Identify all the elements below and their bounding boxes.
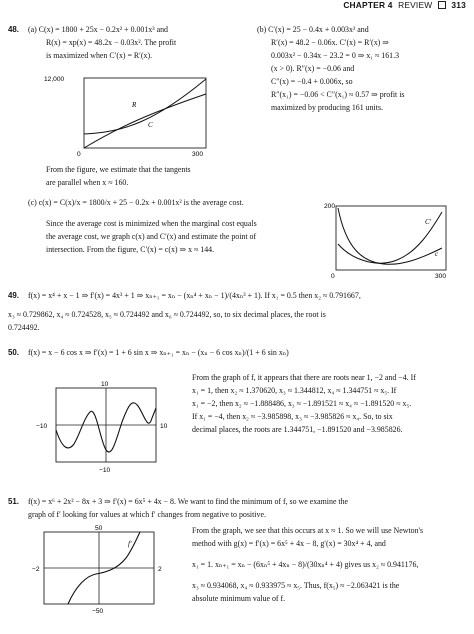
graph-x-left-label: −10	[36, 423, 48, 430]
p48-figure-line1: From the figure, we estimate that the tangents	[46, 165, 191, 174]
p51-line1: f(x) = x⁶ + 2x² − 8x + 3 ⇒ f′(x) = 6x⁵ + 4x − 8. We want to find the minimum of f, so we examine the	[28, 497, 349, 506]
p48-b-line1: (b) C′(x) = 25 − 0.4x + 0.003x² and	[257, 25, 369, 34]
p48-b-line2: R′(x) = 48.2 − 0.06x. C′(x) = R′(x) ⇒	[271, 38, 389, 47]
p49-line2: x₃ ≈ 0.729862, x₄ ≈ 0.724528, x₅ ≈ 0.724492 and x₆ ≈ 0.724492, so, to six decimal places, the root is	[8, 310, 326, 319]
p50-right-line4: If x₁ = −4, then x₂ ≈ −3.985898, x₃ ≈ −3.985826 ≈ x₄. So, to six	[192, 412, 393, 421]
p48-c-line4: intersection. From the figure, C′(x) = c(x) ⇒ x ≈ 144.	[46, 245, 215, 254]
cost-curve	[84, 79, 206, 134]
graph-x-origin-label: 0	[77, 151, 81, 156]
p51-right-line1: From the graph, we see that this occurs at x ≈ 1. So we will use Newton's	[192, 526, 424, 535]
graph-x-right-label: 10	[160, 423, 168, 430]
chapter-label: CHAPTER 4	[343, 0, 393, 10]
p48-b-line7: maximized by producing 161 units.	[271, 103, 383, 112]
page-number: 313	[451, 0, 466, 10]
label-c-prime: C′	[425, 218, 432, 226]
graph-y-max-label: 200	[324, 203, 336, 210]
p51-line2: graph of f′ looking for values at which f′ changes from negative to positive.	[28, 510, 266, 519]
graph-y-bottom-label: −10	[99, 467, 111, 474]
graph-x-left-label: −2	[32, 566, 40, 573]
p48-b-line5: C″(x) = −0.4 + 0.006x, so	[271, 77, 353, 86]
box-icon	[438, 1, 446, 9]
graph-y-top-label: 50	[95, 525, 103, 532]
p51-right-line5: absolute minimum value of f.	[192, 594, 286, 603]
page-header	[276, 0, 474, 12]
label-r: R	[132, 101, 137, 109]
problem-49-number: 49.	[8, 291, 19, 300]
graph-average-marginal-cost	[322, 198, 462, 280]
graph-f-prime	[28, 522, 174, 618]
revenue-curve	[84, 94, 206, 148]
graph-x-origin-label: 0	[331, 273, 335, 280]
problem-48-number: 48.	[8, 25, 19, 34]
section-label: REVIEW	[398, 0, 433, 10]
p48-b-line3: 0.003x² − 0.34x − 23.2 = 0 ⇒ x₁ ≈ 161.3	[271, 51, 400, 60]
graph-y-top-label: 10	[101, 381, 109, 388]
p48-c-line1: (c) c(x) = C(x)/x = 1800/x + 25 − 0.2x + 0.001x² is the average cost.	[28, 198, 244, 207]
p50-right-line2: x₁ = 1, then x₂ ≈ 1.370620, x₃ ≈ 1.344812, x₄ ≈ 1.344751 ≈ x₅. If	[192, 386, 397, 395]
p48-a-line1: (a) C(x) = 1800 + 25x − 0.2x² + 0.001x³ and	[28, 25, 168, 34]
graph-y-max-label: 12,000	[44, 76, 65, 83]
p48-c-line2: Since the average cost is minimized when the marginal cost equals	[46, 219, 257, 228]
graph-revenue-cost	[44, 70, 214, 156]
p49-line3: 0.724492.	[8, 323, 40, 332]
p48-figure-line2: are parallel when x ≈ 160.	[46, 178, 129, 187]
graph-x-max-label: 300	[435, 273, 447, 280]
problem-50-number: 50.	[8, 348, 19, 357]
label-c-avg: c	[435, 250, 439, 258]
p51-right-line3: x₁ = 1. xₙ₊₁ = xₙ − (6xₙ⁵ + 4xₙ − 8)/(30xₙ⁴ + 4) gives us x₂ ≈ 0.941176,	[192, 560, 419, 569]
p48-a-line2: R(x) = xp(x) = 48.2x − 0.03x². The profit	[46, 38, 177, 47]
graph-x-minus-6cos	[28, 378, 174, 474]
graph-frame	[336, 206, 446, 270]
graph-x-max-label: 300	[192, 151, 204, 156]
p51-right-line2: method with g(x) = f′(x) = 6x⁵ + 4x − 8, g′(x) = 30x⁴ + 4, and	[192, 539, 386, 548]
p48-c-line3: the average cost, we graph c(x) and C′(x) and estimate the point of	[46, 232, 257, 241]
label-f-prime: f′	[128, 540, 132, 548]
p48-a-line3: is maximized when C′(x) = R′(x).	[46, 51, 153, 60]
p49-line1: f(x) = x⁴ + x − 1 ⇒ f′(x) = 4x³ + 1 ⇒ xₙ₊₁ = xₙ − (xₙ⁴ + xₙ − 1)/(4xₙ³ + 1). If x₁ = 0.5 then x₂ ≈ 0.791667,	[28, 291, 361, 300]
p50-right-line1: From the graph of f, it appears that there are roots near 1, −2 and −4. If	[192, 373, 416, 382]
p51-right-line4: x₃ ≈ 0.934068, x₄ ≈ 0.933975 ≈ x₅. Thus, f(x₅) ≈ −2.063421 is the	[192, 581, 400, 590]
label-c: C	[148, 121, 153, 129]
graph-y-bottom-label: −50	[92, 608, 104, 615]
graph-x-right-label: 2	[158, 566, 162, 573]
p50-line1: f(x) = x − 6 cos x ⇒ f′(x) = 1 + 6 sin x ⇒ xₙ₊₁ = xₙ − (xₙ − 6 cos xₙ)/(1 + 6 sin xₙ)	[28, 348, 289, 357]
p50-right-line3: x₁ = −2, then x₂ ≈ −1.888486, x₃ ≈ −1.891521 ≈ x₄ ≈ −1.891520 ≈ x₅.	[192, 399, 412, 408]
p50-right-line5: decimal places, the roots are 1.344751, −1.891520 and −3.985826.	[192, 425, 403, 434]
problem-51-number: 51.	[8, 497, 19, 506]
p48-b-line4: (x > 0). R″(x) = −0.06 and	[271, 64, 355, 73]
p48-b-line6: R″(x₁) = −0.06 < C″(x₁) ≈ 0.57 ⇒ profit is	[271, 90, 405, 99]
